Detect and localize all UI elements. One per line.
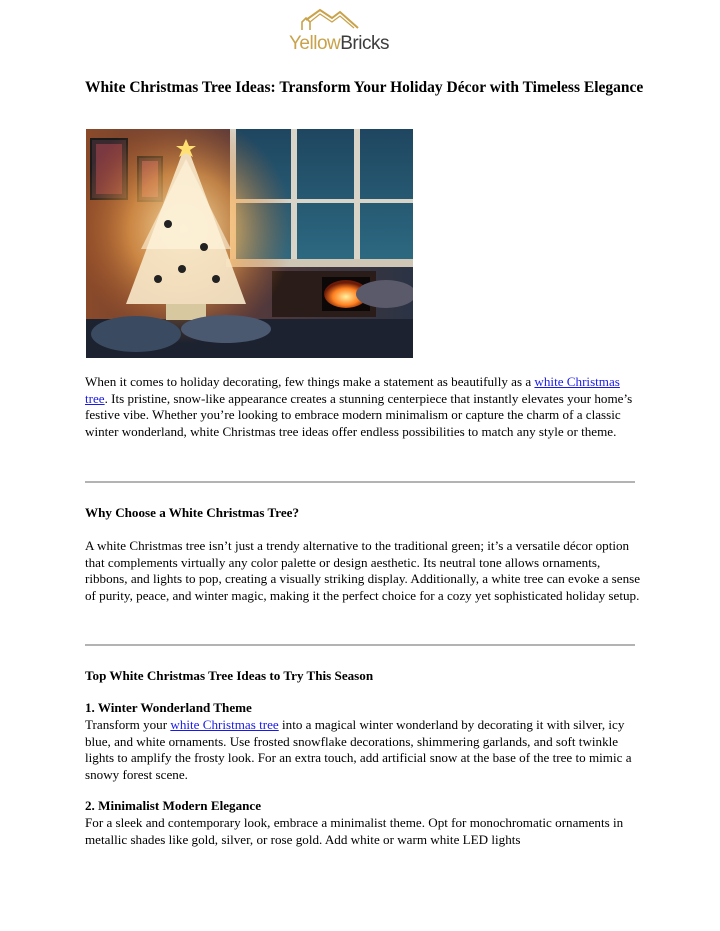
section-divider [85,644,635,646]
why-paragraph: A white Christmas tree isn’t just a trendy alternative to the traditional green; it’s a versatile décor option that complements virtually any color palette or design aesthetic. Its neutral tone allows ornaments, ribbons, and lights to pop, creating a visually striking display. Additionally, a white tree can evoke a sense of purity, peace, and winter magic, making it the perfect choice for a cozy yet sophisticated holiday setup. [85,538,641,603]
intro-paragraph [85,374,641,440]
why-heading: Why Choose a White Christmas Tree? [85,505,299,520]
intro-text-before: When it comes to holiday decorating, few things make a statement as beautifully as a [85,374,535,389]
ideas-heading: Top White Christmas Tree Ideas to Try This Season [85,668,374,683]
idea-1-paragraph [85,717,641,783]
idea-1-text-before: Transform your [85,717,171,732]
logo-word-bricks: Bricks [340,33,389,54]
idea-2-paragraph: For a sleek and contemporary look, embrace a minimalist theme. Opt for monochromatic ornaments in metallic shades like gold, silver, or rose gold. Add white or warm white LED lights [85,815,624,847]
hero-image [86,129,413,358]
white-christmas-tree-link-intro[interactable]: white Christmas tree [85,374,620,406]
idea-1-title: 1. Winter Wonderland Theme [85,700,252,715]
logo-word-yellow: Yellow [289,33,341,54]
article-title: White Christmas Tree Ideas: Transform Your Holiday Décor with Timeless Elegance [85,79,644,96]
intro-text-after: . Its pristine, snow-like appearance creates a stunning centerpiece that instantly elevates your home’s festive vibe. Whether you’re looking to embrace modern minimalism or capture the charm of a classic winter wonderland, white Christmas tree ideas offer endless possibilities to match any style or theme. [85,390,633,439]
section-divider [85,481,635,483]
house-roof-icon [288,8,388,34]
idea-2-title: 2. Minimalist Modern Elegance [85,798,262,813]
white-christmas-tree-link-idea-1[interactable]: white Christmas tree [170,717,279,732]
idea-1-text-after: into a magical winter wonderland by decorating it with silver, icy blue, and white ornaments. Use frosted snowflake decorations, shimmering garlands, and soft twinkle lights to amplify the frosty look. For an extra touch, add artificial snow at the base of the tree to mimic a snowy forest scene. [85,717,632,782]
yellow-bricks-logo[interactable] [288,8,388,56]
logo-text [289,33,389,55]
